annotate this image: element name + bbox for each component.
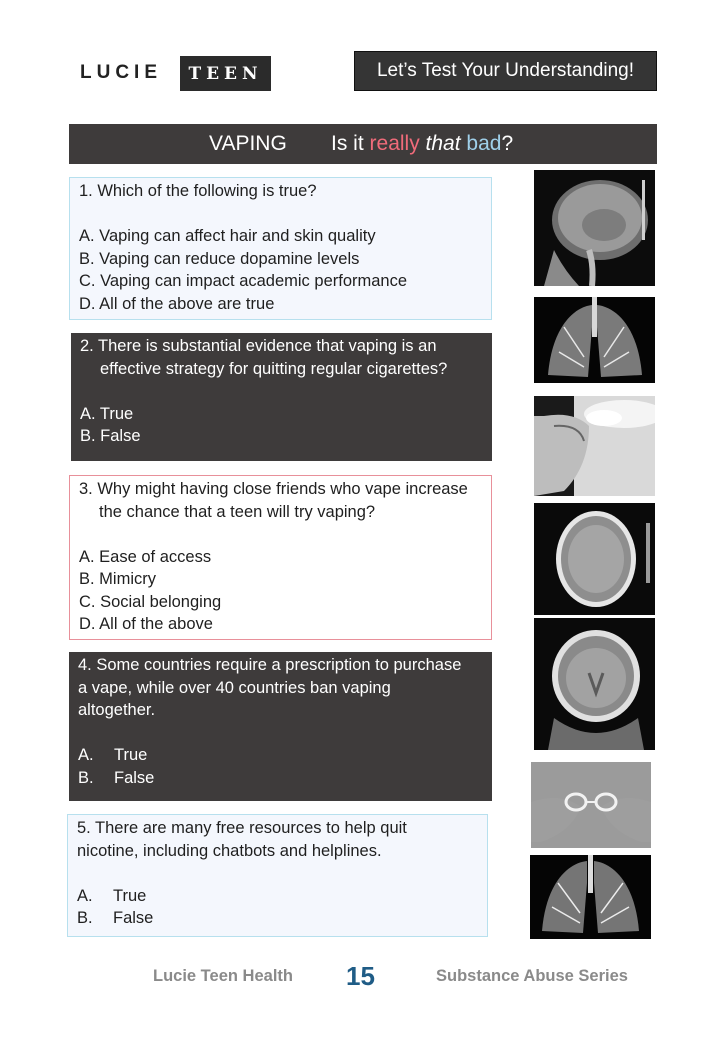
answer-option: D. All of the above are true	[79, 294, 275, 313]
brain-ct-coronal-image	[534, 618, 655, 750]
question-card-4	[69, 652, 492, 801]
option-letter: B.	[77, 909, 93, 927]
option-text: True	[114, 746, 148, 764]
answer-option	[77, 907, 478, 930]
section-title: Let’s Test Your Understanding!	[354, 51, 657, 91]
question-card-2	[71, 333, 492, 461]
question-card-5	[67, 814, 488, 937]
question-text: 5. There are many free resources to help quit	[77, 819, 407, 837]
answer-option: C. Vaping can impact academic performance	[79, 272, 408, 290]
brand-logo-lucie: LUCIE	[80, 62, 162, 83]
answer-option	[78, 744, 483, 767]
person-exhaling-vapor-image	[534, 396, 655, 496]
question-text-cont: nicotine, including chatbots and helplines.	[77, 841, 382, 860]
answer-option: A. Vaping can affect hair and skin quality	[79, 227, 376, 245]
brand-logo-teen: TEEN	[180, 56, 271, 91]
banner-topic: VAPING	[209, 132, 287, 155]
answer-option: A. Ease of access	[79, 547, 212, 566]
option-letter: A.	[78, 746, 94, 764]
answer-option	[77, 885, 478, 908]
question-card-3	[69, 475, 492, 640]
banner-q-prefix: Is it	[331, 132, 370, 155]
topic-banner	[69, 124, 657, 164]
answer-option: A. True	[80, 404, 134, 423]
answer-option: B. Mimicry	[79, 570, 156, 588]
question-card-1	[69, 177, 492, 320]
answer-option: D. All of the above	[79, 615, 213, 633]
option-letter: B.	[78, 768, 94, 787]
lungs-xray-image	[534, 297, 655, 383]
answer-option: B. Vaping can reduce dopamine levels	[79, 249, 360, 268]
banner-question	[331, 132, 513, 156]
page-number: 15	[346, 961, 375, 991]
option-text: False	[114, 768, 155, 787]
option-letter: A.	[77, 886, 93, 905]
question-text: 4. Some countries require a prescription to purchase	[78, 656, 462, 674]
question-text-cont: a vape, while over 40 countries ban vaping	[78, 678, 391, 697]
question-text: 1. Which of the following is true?	[79, 182, 317, 200]
banner-q-really: really	[369, 132, 420, 155]
footer-publication: Lucie Teen Health	[153, 967, 293, 985]
option-text: True	[113, 886, 147, 905]
banner-q-mark: ?	[501, 132, 514, 155]
question-text-cont: the chance that a teen will try vaping?	[99, 502, 376, 521]
answer-option: B. False	[80, 427, 141, 445]
answer-option	[78, 767, 483, 790]
handcuffed-hands-image	[531, 762, 651, 848]
question-text-cont: effective strategy for quitting regular cigarettes?	[100, 359, 448, 378]
footer-series: Substance Abuse Series	[436, 967, 628, 985]
question-text-cont: altogether.	[78, 701, 156, 719]
answer-option: C. Social belonging	[79, 592, 222, 611]
question-text: 2. There is substantial evidence that vaping is an	[80, 337, 437, 355]
brain-mri-sagittal-image	[534, 170, 655, 286]
brain-ct-axial-image	[534, 503, 655, 615]
question-text: 3. Why might having close friends who vape increase	[79, 480, 468, 498]
lungs-xray-image-2	[530, 855, 651, 939]
banner-q-bad: bad	[466, 132, 502, 155]
option-text: False	[113, 909, 154, 927]
banner-q-that: that	[425, 132, 461, 155]
